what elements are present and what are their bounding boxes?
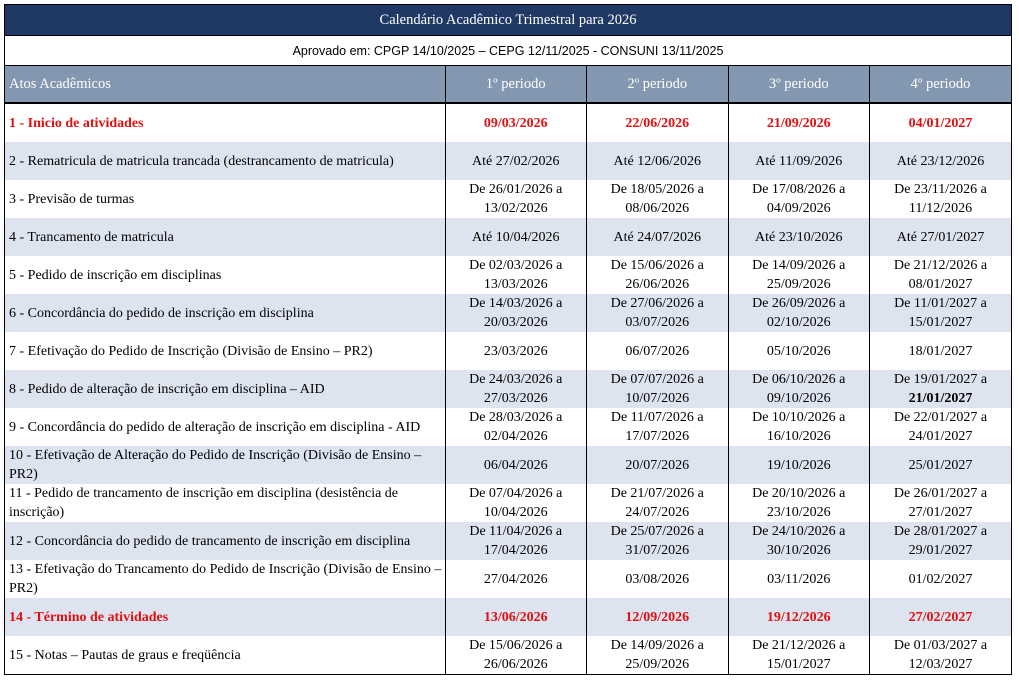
- period-4-cell: [870, 598, 1012, 636]
- date-text: 31/07/2026: [625, 543, 690, 558]
- date-text: 22/06/2026: [625, 115, 690, 131]
- date-text: 24/07/2026: [625, 505, 690, 520]
- period-2-cell: [587, 560, 729, 598]
- date-text: De 07/04/2026 a: [469, 486, 563, 501]
- period-3-cell: [728, 484, 870, 522]
- date-text: 25/09/2026: [766, 277, 831, 292]
- date-text: De 25/07/2026 a: [610, 524, 704, 539]
- period-2-cell: [587, 408, 729, 446]
- date-text: 27/01/2027: [908, 505, 973, 520]
- date-text: 02/10/2026: [766, 315, 831, 330]
- period-4-cell: [870, 218, 1012, 256]
- date-text: De 26/01/2027 a: [893, 486, 988, 501]
- table-row: [5, 294, 1011, 332]
- act-cell: 3 - Previsão de turmas: [5, 180, 445, 218]
- date-text: De 11/07/2026 a: [610, 410, 704, 425]
- table-row: [5, 598, 1011, 636]
- date-text: 15/01/2027: [766, 657, 831, 672]
- period-3-cell: [728, 256, 870, 294]
- period-4-cell: [870, 180, 1012, 218]
- date-text: 30/10/2026: [766, 543, 831, 558]
- period-2-cell: [587, 218, 729, 256]
- date-text: Até 23/12/2026: [896, 153, 985, 169]
- date-text: 16/10/2026: [766, 429, 831, 444]
- period-3-cell: [728, 142, 870, 180]
- date-text: De 01/03/2027 a: [893, 638, 988, 653]
- date-text: 15/01/2027: [908, 315, 973, 330]
- header-period-3: 3º periodo: [728, 66, 870, 103]
- period-4-cell: [870, 636, 1012, 674]
- period-1-cell: [445, 256, 587, 294]
- table-row: [5, 332, 1011, 370]
- period-4-cell: [870, 332, 1012, 370]
- header-period-2: 2º periodo: [587, 66, 729, 103]
- period-4-cell: [870, 446, 1012, 484]
- date-text: Até 12/06/2026: [613, 153, 701, 169]
- period-1-cell: [445, 103, 587, 142]
- table-row: [5, 408, 1011, 446]
- period-3-cell: [728, 446, 870, 484]
- period-3-cell: [728, 522, 870, 560]
- period-3-cell: [728, 103, 870, 142]
- date-text: 24/01/2027: [908, 429, 973, 444]
- date-text: 03/08/2026: [625, 571, 690, 587]
- date-text: Até 11/09/2026: [755, 153, 843, 169]
- date-text: 17/04/2026: [483, 543, 548, 558]
- period-2-cell: [587, 484, 729, 522]
- date-text: De 21/12/2026 a: [893, 258, 988, 273]
- period-4-cell: [870, 408, 1012, 446]
- period-4-cell: [870, 560, 1012, 598]
- period-3-cell: [728, 370, 870, 408]
- period-3-cell: [728, 218, 870, 256]
- date-text: De 14/03/2026 a: [469, 296, 563, 311]
- table-header-row: [5, 66, 1011, 103]
- calendar-table: [5, 66, 1011, 674]
- date-text: 13/06/2026: [483, 609, 548, 625]
- date-text: De 20/10/2026 a: [752, 486, 846, 501]
- date-text: 27/03/2026: [483, 391, 548, 406]
- header-acts: Atos Acadêmicos: [5, 66, 445, 103]
- date-text: De 11/01/2027 a: [894, 296, 987, 311]
- table-row: [5, 484, 1011, 522]
- period-2-cell: [587, 142, 729, 180]
- date-text: 17/07/2026: [625, 429, 690, 444]
- date-text: 18/01/2027: [908, 343, 973, 359]
- period-4-cell: [870, 522, 1012, 560]
- date-text: Até 27/02/2026: [472, 153, 560, 169]
- period-4-cell: [870, 484, 1012, 522]
- date-text: 04/09/2026: [766, 201, 831, 216]
- period-1-cell: [445, 560, 587, 598]
- period-4-cell: [870, 103, 1012, 142]
- act-cell: 5 - Pedido de inscrição em disciplinas: [5, 256, 445, 294]
- act-cell: 11 - Pedido de trancamento de inscrição em disciplina (desistência de inscrição): [5, 484, 445, 522]
- date-text: 08/06/2026: [625, 201, 690, 216]
- period-2-cell: [587, 180, 729, 218]
- date-text: De 07/07/2026 a: [610, 372, 704, 387]
- date-text: De 18/05/2026 a: [610, 182, 704, 197]
- act-cell: 6 - Concordância do pedido de inscrição em disciplina: [5, 294, 445, 332]
- period-2-cell: [587, 103, 729, 142]
- date-text: 19/12/2026: [766, 609, 831, 625]
- date-text: De 02/03/2026 a: [469, 258, 563, 273]
- date-text: De 28/01/2027 a: [893, 524, 988, 539]
- calendar-title: Calendário Acadêmico Trimestral para 2026: [5, 5, 1011, 36]
- date-text: 21/01/2027: [908, 391, 973, 406]
- table-row: [5, 560, 1011, 598]
- date-text: De 06/10/2026 a: [752, 372, 846, 387]
- period-2-cell: [587, 294, 729, 332]
- date-text: 20/03/2026: [483, 315, 548, 330]
- date-text: De 15/06/2026 a: [469, 638, 563, 653]
- period-3-cell: [728, 332, 870, 370]
- period-4-cell: [870, 142, 1012, 180]
- act-cell: 7 - Efetivação do Pedido de Inscrição (Divisão de Ensino – PR2): [5, 332, 445, 370]
- header-period-1: 1º periodo: [445, 66, 587, 103]
- act-cell: 8 - Pedido de alteração de inscrição em disciplina – AID: [5, 370, 445, 408]
- date-text: De 14/09/2026 a: [610, 638, 704, 653]
- date-text: 11/12/2026: [908, 201, 973, 216]
- period-4-cell: [870, 294, 1012, 332]
- period-2-cell: [587, 598, 729, 636]
- date-text: De 11/04/2026 a: [469, 524, 563, 539]
- period-1-cell: [445, 598, 587, 636]
- date-text: De 21/07/2026 a: [610, 486, 704, 501]
- act-cell: 10 - Efetivação de Alteração do Pedido de Inscrição (Divisão de Ensino – PR2): [5, 446, 445, 484]
- date-text: De 23/11/2026 a: [894, 182, 987, 197]
- table-row: [5, 522, 1011, 560]
- date-text: 08/01/2027: [908, 277, 973, 292]
- date-text: 02/04/2026: [483, 429, 548, 444]
- date-text: De 26/01/2026 a: [469, 182, 563, 197]
- table-row: [5, 180, 1011, 218]
- date-text: 01/02/2027: [908, 571, 973, 587]
- date-text: 27/04/2026: [483, 571, 548, 587]
- date-text: De 10/10/2026 a: [752, 410, 846, 425]
- date-text: 23/03/2026: [483, 343, 548, 359]
- table-row: [5, 142, 1011, 180]
- date-text: 13/02/2026: [483, 201, 548, 216]
- date-text: De 27/06/2026 a: [610, 296, 704, 311]
- period-1-cell: [445, 218, 587, 256]
- date-text: 23/10/2026: [766, 505, 831, 520]
- table-row: [5, 103, 1011, 142]
- date-text: De 26/09/2026 a: [752, 296, 846, 311]
- date-text: 27/02/2027: [908, 609, 973, 625]
- period-2-cell: [587, 522, 729, 560]
- date-text: 19/10/2026: [766, 457, 831, 473]
- act-cell: 9 - Concordância do pedido de alteração de inscrição em disciplina - AID: [5, 408, 445, 446]
- date-text: 03/11/2026: [767, 571, 831, 587]
- approval-note: Aprovado em: CPGP 14/10/2025 – CEPG 12/11/2025 - CONSUNI 13/11/2025: [5, 36, 1011, 66]
- act-cell: 14 - Término de atividades: [5, 598, 445, 636]
- period-4-cell: [870, 370, 1012, 408]
- period-2-cell: [587, 370, 729, 408]
- date-text: Até 23/10/2026: [755, 229, 843, 245]
- date-text: 20/07/2026: [625, 457, 690, 473]
- date-text: 13/03/2026: [483, 277, 548, 292]
- date-text: 25/09/2026: [625, 657, 690, 672]
- act-cell: 12 - Concordância do pedido de trancamento de inscrição em disciplina: [5, 522, 445, 560]
- table-row: [5, 256, 1011, 294]
- table-row: [5, 218, 1011, 256]
- date-text: 03/07/2026: [625, 315, 690, 330]
- date-text: De 15/06/2026 a: [610, 258, 704, 273]
- table-row: [5, 636, 1011, 674]
- date-text: 09/10/2026: [766, 391, 831, 406]
- header-period-4: 4º periodo: [870, 66, 1012, 103]
- act-cell: 2 - Rematricula de matricula trancada (destrancamento de matricula): [5, 142, 445, 180]
- period-3-cell: [728, 408, 870, 446]
- date-text: 26/06/2026: [483, 657, 548, 672]
- period-2-cell: [587, 636, 729, 674]
- period-1-cell: [445, 180, 587, 218]
- date-text: Até 27/01/2027: [896, 229, 985, 245]
- period-1-cell: [445, 522, 587, 560]
- period-1-cell: [445, 636, 587, 674]
- date-text: 12/03/2027: [908, 657, 973, 672]
- date-text: 09/03/2026: [483, 115, 548, 131]
- period-2-cell: [587, 332, 729, 370]
- date-text: 06/07/2026: [625, 343, 690, 359]
- date-text: 21/09/2026: [766, 115, 831, 131]
- table-row: [5, 446, 1011, 484]
- date-text: De 28/03/2026 a: [469, 410, 563, 425]
- date-text: 29/01/2027: [908, 543, 973, 558]
- date-text: 25/01/2027: [908, 457, 973, 473]
- period-1-cell: [445, 294, 587, 332]
- period-2-cell: [587, 256, 729, 294]
- act-cell: 15 - Notas – Pautas de graus e freqüência: [5, 636, 445, 674]
- period-1-cell: [445, 446, 587, 484]
- date-text: 04/01/2027: [908, 115, 973, 131]
- period-1-cell: [445, 370, 587, 408]
- date-text: De 24/10/2026 a: [752, 524, 846, 539]
- date-text: De 21/12/2026 a: [752, 638, 846, 653]
- date-text: De 14/09/2026 a: [752, 258, 846, 273]
- table-row: [5, 370, 1011, 408]
- date-text: 05/10/2026: [766, 343, 831, 359]
- date-text: 26/06/2026: [625, 277, 690, 292]
- date-text: 10/04/2026: [483, 505, 548, 520]
- period-1-cell: [445, 332, 587, 370]
- period-3-cell: [728, 636, 870, 674]
- date-text: De 17/08/2026 a: [752, 182, 846, 197]
- act-cell: 4 - Trancamento de matricula: [5, 218, 445, 256]
- date-text: De 24/03/2026 a: [469, 372, 563, 387]
- period-3-cell: [728, 560, 870, 598]
- period-3-cell: [728, 598, 870, 636]
- date-text: 12/09/2026: [625, 609, 690, 625]
- period-1-cell: [445, 484, 587, 522]
- period-4-cell: [870, 256, 1012, 294]
- act-cell: 13 - Efetivação do Trancamento do Pedido de Inscrição (Divisão de Ensino – PR2): [5, 560, 445, 598]
- period-1-cell: [445, 142, 587, 180]
- period-3-cell: [728, 294, 870, 332]
- act-cell: 1 - Inicio de atividades: [5, 103, 445, 142]
- date-text: 10/07/2026: [625, 391, 690, 406]
- period-1-cell: [445, 408, 587, 446]
- table-body: [5, 103, 1011, 674]
- date-text: De 19/01/2027 a: [893, 372, 988, 387]
- date-text: Até 10/04/2026: [472, 229, 560, 245]
- period-2-cell: [587, 446, 729, 484]
- date-text: Até 24/07/2026: [613, 229, 701, 245]
- date-text: 06/04/2026: [483, 457, 548, 473]
- period-3-cell: [728, 180, 870, 218]
- date-text: De 22/01/2027 a: [893, 410, 988, 425]
- academic-calendar-sheet: [4, 4, 1012, 675]
